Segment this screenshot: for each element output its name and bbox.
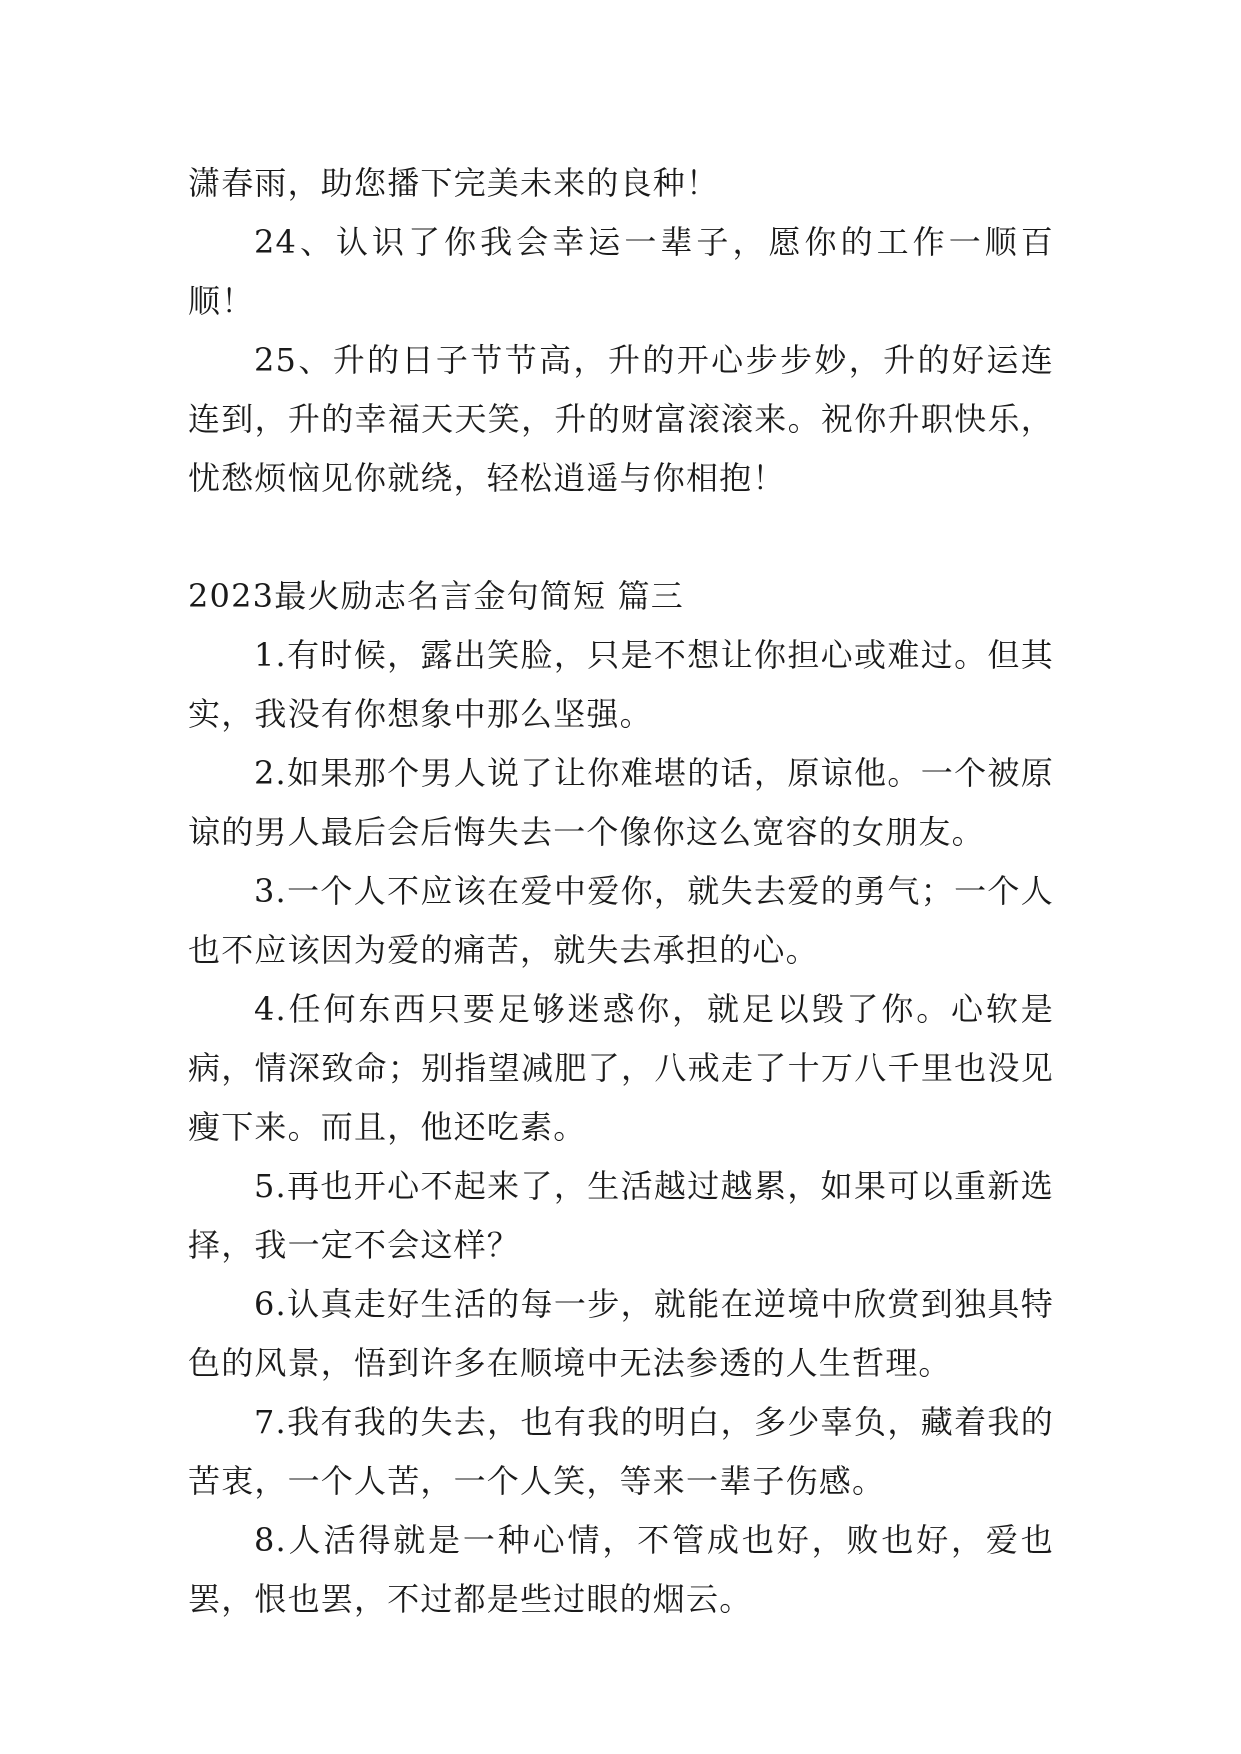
quote-item-4: 4.任何东西只要足够迷惑你，就足以毁了你。心软是病，情深致命；别指望减肥了，八戒走了十万八千里也没见瘦下来。而且，他还吃素。 xyxy=(188,990,1054,1146)
quote-item-7: 7.我有我的失去，也有我的明白，多少辜负，藏着我的苦衷，一个人苦，一个人笑，等来一辈子伤感。 xyxy=(188,1403,1054,1500)
quote-item-24: 24、认识了你我会幸运一辈子，愿你的工作一顺百顺！ xyxy=(188,223,1054,320)
document-body xyxy=(188,154,1054,1629)
quote-item-8: 8.人活得就是一种心情，不管成也好，败也好，爱也罢，恨也罢，不过都是些过眼的烟云。 xyxy=(188,1521,1054,1618)
quote-item-3: 3.一个人不应该在爱中爱你，就失去爱的勇气；一个人也不应该因为爱的痛苦，就失去承担的心。 xyxy=(188,872,1054,969)
quote-item-6: 6.认真走好生活的每一步，就能在逆境中欣赏到独具特色的风景，悟到许多在顺境中无法参透的人生哲理。 xyxy=(188,1285,1054,1382)
section-spacer xyxy=(188,508,1054,567)
quote-item-1: 1.有时候，露出笑脸，只是不想让你担心或难过。但其实，我没有你想象中那么坚强。 xyxy=(188,636,1054,733)
continuation-paragraph: 潇春雨，助您播下完美未来的良种！ xyxy=(188,164,720,202)
quote-item-5: 5.再也开心不起来了，生活越过越累，如果可以重新选择，我一定不会这样？ xyxy=(188,1167,1054,1264)
quote-item-2: 2.如果那个男人说了让你难堪的话，原谅他。一个被原谅的男人最后会后悔失去一个像你这么宽容的女朋友。 xyxy=(188,754,1054,851)
quote-item-25: 25、升的日子节节高，升的开心步步妙，升的好运连连到，升的幸福天天笑，升的财富滚滚来。祝你升职快乐，忧愁烦恼见你就绕，轻松逍遥与你相抱！ xyxy=(188,341,1054,497)
section-heading: 2023最火励志名言金句简短 篇三 xyxy=(188,577,685,615)
